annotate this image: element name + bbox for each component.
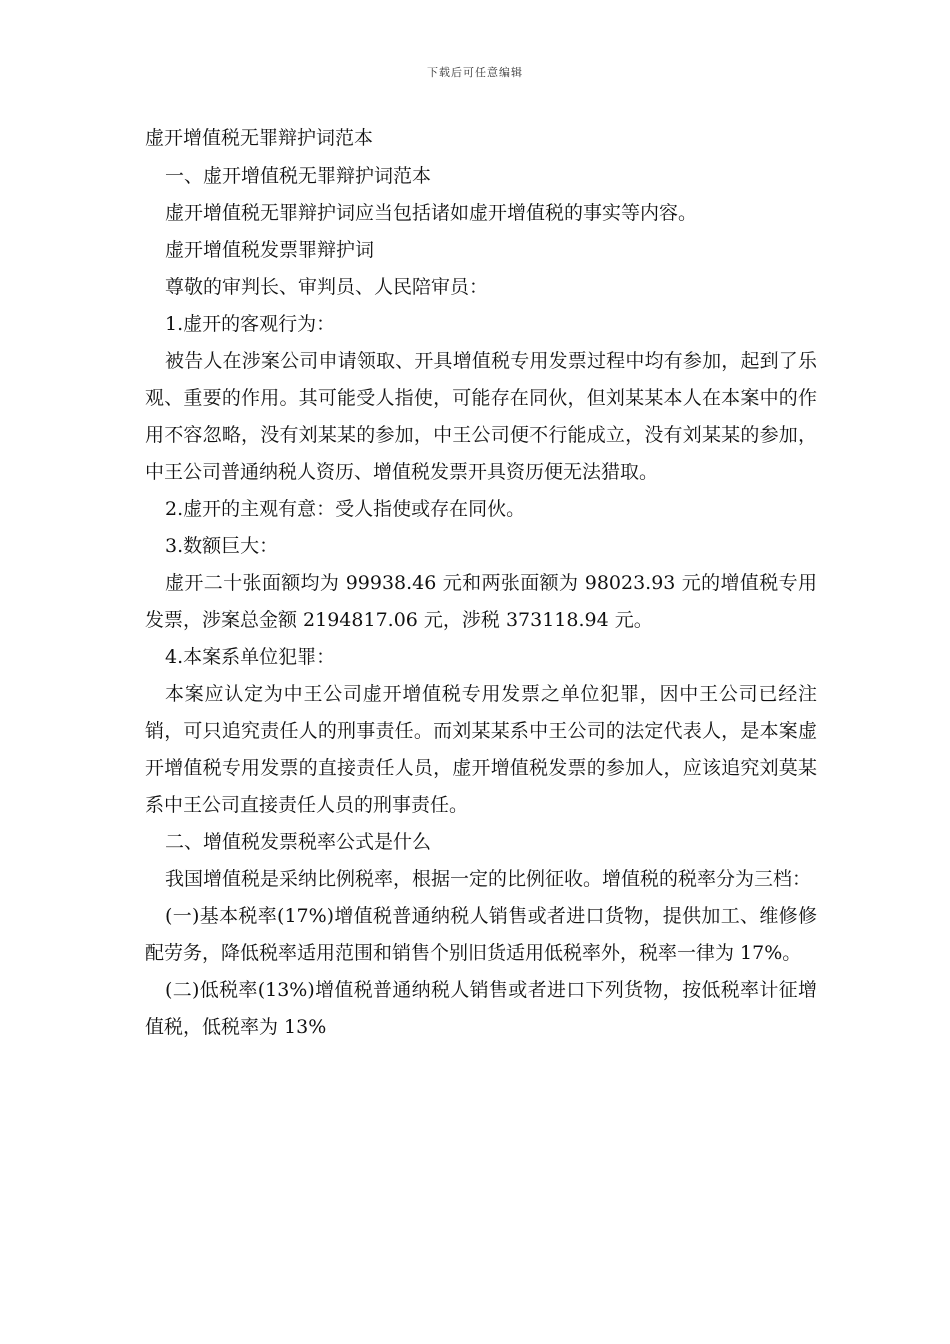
paragraph: 虚开二十张面额均为 99938.46 元和两张面额为 98023.93 元的增值税专用发票，涉案总金额 2194817.06 元，涉税 373118.94 元。 bbox=[145, 572, 817, 631]
document-body bbox=[145, 118, 817, 1046]
page-header: 下载后可任意编辑 bbox=[427, 66, 523, 79]
paragraph: 虚开增值税无罪辩护词应当包括诸如虚开增值税的事实等内容。 bbox=[165, 202, 698, 224]
point-heading-1: 1.虚开的客观行为： bbox=[165, 313, 336, 335]
paragraph: 本案应认定为中王公司虚开增值税专用发票之单位犯罪，因中王公司已经注销，可只追究责任人的刑事责任。而刘某某系中王公司的法定代表人，是本案虚开增值税专用发票的直接责任人员，虚开增值税发票的参加人，应该追究刘莫某系中王公司直接责任人员的刑事责任。 bbox=[145, 683, 817, 816]
section-heading-2: 二、增值税发票税率公式是什么 bbox=[165, 831, 432, 853]
salutation: 尊敬的审判长、审判员、人民陪审员： bbox=[165, 276, 489, 298]
document-title: 虚开增值税无罪辩护词范本 bbox=[145, 127, 374, 149]
point-heading-3: 3.数额巨大： bbox=[165, 535, 279, 557]
subheading: 虚开增值税发票罪辩护词 bbox=[165, 239, 375, 261]
point-heading-4: 4.本案系单位犯罪： bbox=[165, 646, 336, 668]
paragraph: 我国增值税是采纳比例税率，根据一定的比例征收。增值税的税率分为三档： bbox=[165, 868, 812, 890]
section-heading-1: 一、虚开增值税无罪辩护词范本 bbox=[165, 165, 432, 187]
paragraph: (一)基本税率(17%)增值税普通纳税人销售或者进口货物，提供加工、维修修配劳务，降低税率适用范围和销售个别旧货适用低税率外，税率一律为 17%。 bbox=[145, 905, 817, 964]
point-heading-2: 2.虚开的主观有意：受人指使或存在同伙。 bbox=[165, 498, 526, 520]
paragraph: (二)低税率(13%)增值税普通纳税人销售或者进口下列货物，按低税率计征增值税，低税率为 13% bbox=[145, 979, 817, 1038]
paragraph: 被告人在涉案公司申请领取、开具增值税专用发票过程中均有参加，起到了乐观、重要的作用。其可能受人指使，可能存在同伙，但刘某某本人在本案中的作用不容忽略，没有刘某某的参加，中王公司便不行能成立，没有刘某某的参加，中王公司普通纳税人资历、增值税发票开具资历便无法猎取。 bbox=[145, 350, 817, 483]
